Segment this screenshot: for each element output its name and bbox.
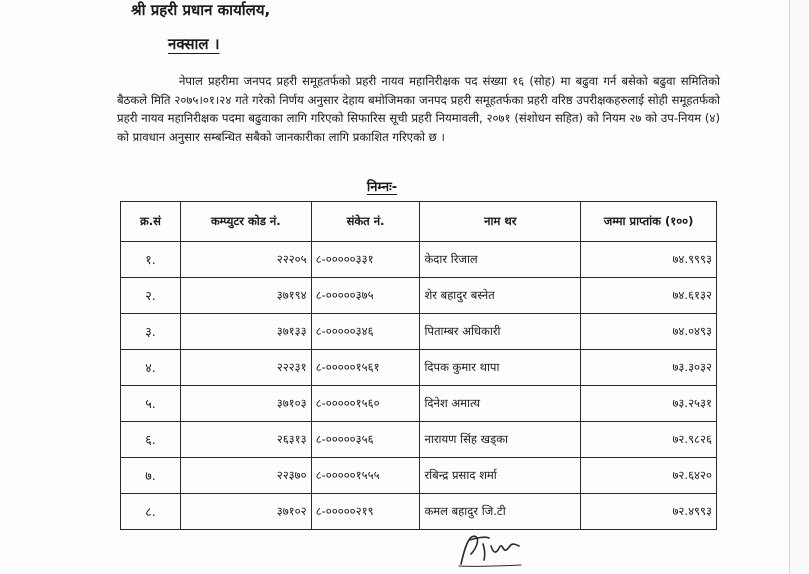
table-row [121,314,717,350]
table-row [121,278,717,314]
cell-sn: ८. [121,494,181,530]
cell-total-score: ७४.९९९३ [581,242,717,278]
cell-symbol-no: ८-०००००३४६ [311,314,420,350]
cell-name: दिपक कुमार थापा [420,350,581,386]
cell-name: केदार रिजाल [420,242,581,278]
cell-symbol-no: ८-०००००३३१ [311,242,420,278]
signature-stroke [461,536,519,564]
cell-total-score: ७४.६१३२ [581,278,717,314]
cell-name: दिनेश अमात्य [420,386,581,422]
cell-symbol-no: ८-०००००२१९ [311,494,420,530]
cell-computer-code: २२२०५ [180,242,311,278]
header-name: नाम थर [420,202,581,242]
cell-sn: ५. [121,386,181,422]
cell-sn: १. [121,242,181,278]
viewer-margin [790,0,809,574]
cell-sn: ६. [121,422,181,458]
table-row [121,386,717,422]
table-row [121,422,717,458]
cell-sn: ४. [121,350,181,386]
signature-underline [459,565,521,566]
notice-paragraph [117,72,720,146]
address-line-office: श्री प्रहरी प्रधान कार्यालय, [131,1,271,19]
list-heading-text: निम्नः- [366,180,398,195]
cell-total-score: ७२.६४२० [581,458,717,494]
handwritten-signature [455,526,525,570]
header-sn: क्र.सं [121,202,181,242]
cell-total-score: ७३.३०३२ [581,350,717,386]
cell-total-score: ७४.०४९३ [581,314,717,350]
table-row [121,494,717,530]
cell-sn: ७. [121,458,181,494]
table-row [121,458,717,494]
cell-total-score: ७३.२५३१ [581,386,717,422]
list-heading [0,177,789,195]
cell-symbol-no: ८-०००००१५६१ [311,350,420,386]
cell-computer-code: ३७१०२ [180,494,311,530]
recommendation-table [120,201,717,530]
cell-computer-code: ३७१९४ [180,278,311,314]
cell-name: पिताम्बर अधिकारी [420,314,581,350]
cell-computer-code: २२२३१ [180,350,311,386]
table-header-row [121,202,717,242]
cell-name: शेर बहादुर बस्नेत [420,278,581,314]
cell-total-score: ७२.४९९३ [581,494,717,530]
cell-computer-code: २२३७० [180,458,311,494]
cell-symbol-no: ८-०००००१५६० [311,386,420,422]
cell-sn: ३. [121,314,181,350]
header-computer-code: कम्प्युटर कोड नं. [180,202,311,242]
cell-symbol-no: ८-०००००३५६ [311,422,420,458]
cell-sn: २. [121,278,181,314]
cell-name: कमल बहादुर जि.टी [420,494,581,530]
table-row [121,242,717,278]
cell-symbol-no: ८-०००००१५५५ [311,458,420,494]
cell-name: नारायण सिंह खड्का [420,422,581,458]
notice-text: नेपाल प्रहरीमा जनपद प्रहरी समूहतर्फको प्रहरी नायव महानिरीक्षक पद संख्या १६ (सोह) मा बढुवा गर्न बसेको बढुवा समितिको बैठकले मिति २०७५।०१।२४ गते गरेको निर्णय अनुसार देहाय बमोजिमका जनपद प्रहरी समूहतर्फका प्रहरी वरिष्ठ उपरीक्षकहरुलाई सोही समूहतर्फको प्रहरी नायव महानिरीक्षक पदमा बढुवाका लागि गरिएको सिफारिस सूची प्रहरी नियमावली, २०७१ (संशोधन सहित) को नियम २७ को उप-नियम (४) को प्रावधान अनुसार सम्बन्धित सबैको जानकारीका लागि प्रकाशित गरिएको छ । [117,74,720,144]
cell-name: रबिन्द्र प्रसाद शर्मा [420,458,581,494]
header-symbol-no: संकेत नं. [311,202,420,242]
cell-total-score: ७२.९८२६ [581,422,717,458]
table-row [121,350,717,386]
address-line-location: नक्साल । [168,35,220,53]
cell-symbol-no: ८-०००००३७५ [311,278,420,314]
cell-computer-code: ३७१०३ [180,386,311,422]
cell-computer-code: ३७१३३ [180,314,311,350]
cell-computer-code: २६३१३ [180,422,311,458]
header-total-score: जम्मा प्राप्तांक (१००) [581,202,717,242]
